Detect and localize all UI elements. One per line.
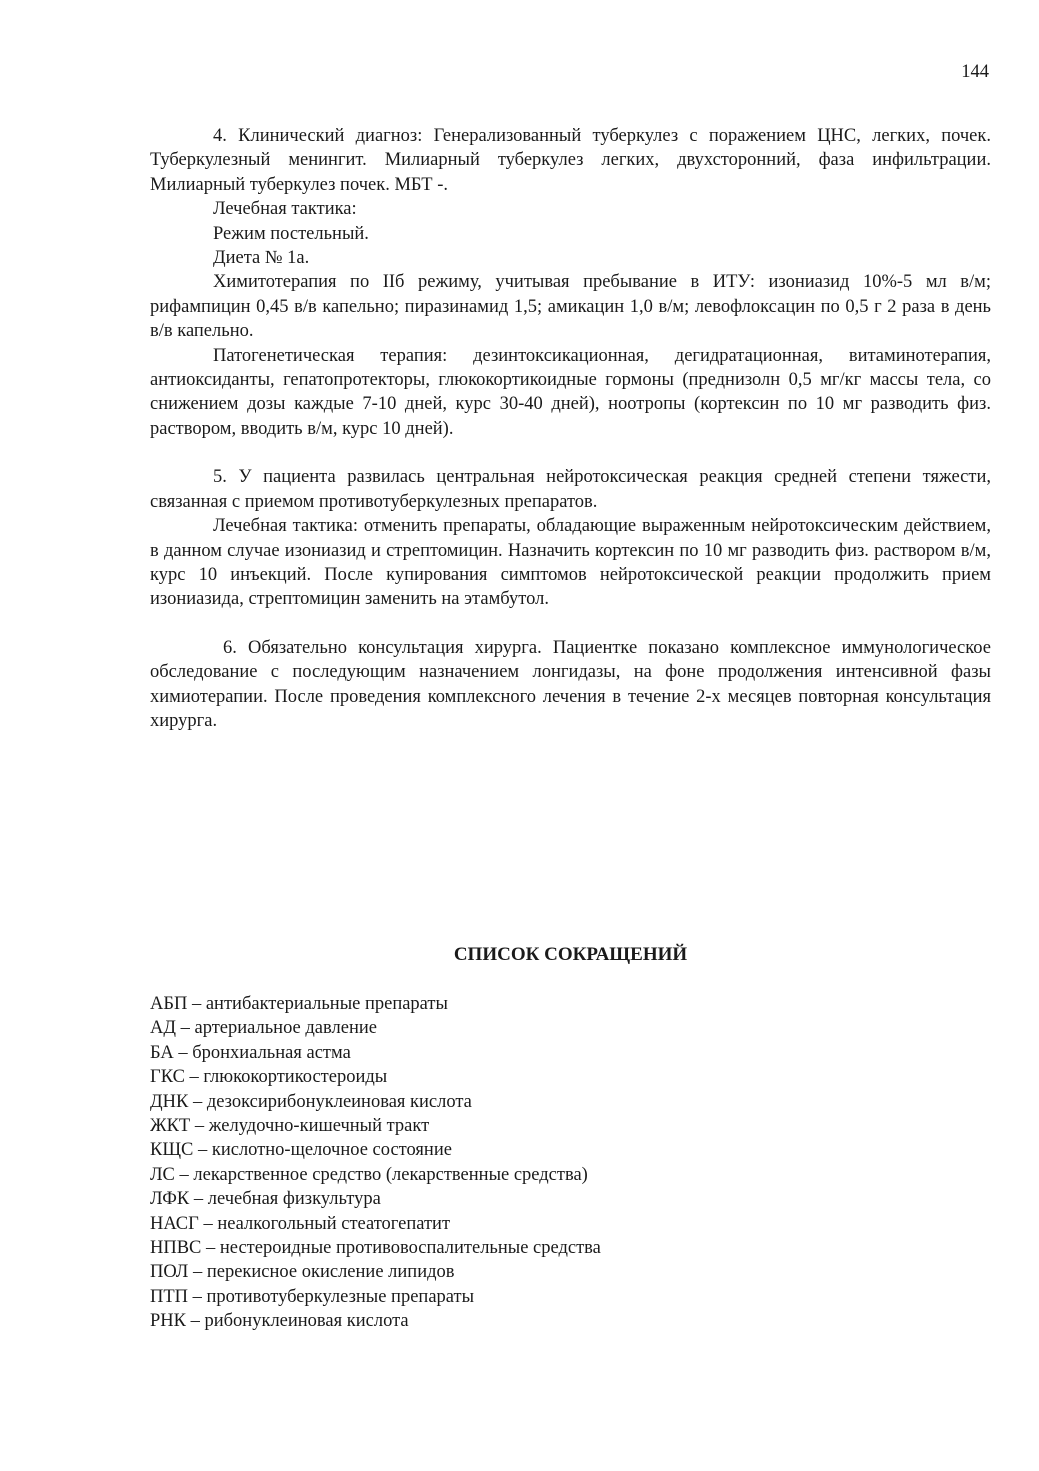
abbreviation-item: АД – артериальное давление [150, 1018, 377, 1039]
chemotherapy-paragraph: Химитотерапия по IIб режиму, учитывая пребывание в ИТУ: изониазид 10%-5 мл в/м; рифампицин 0,45 в/в капельно; пиразинамид 1,5; амикацин 1,0 в/м; левофлоксацин по 0,5 г 2 раза в день в/в капельно. [150, 272, 991, 342]
regimen-line: Режим постельный. [213, 223, 369, 244]
abbreviations-list [150, 992, 991, 1334]
abbreviation-item: ЛС – лекарственное средство (лекарственные средства) [150, 1164, 588, 1185]
diagnosis-paragraph: 4. Клинический диагноз: Генерализованный туберкулез с поражением ЦНС, легких, почек. Туберкулезный менингит. Милиарный туберкулез легких, двухсторонний, фаза инфильтрации. Милиарный туберкулез почек. МБТ -. [150, 126, 991, 195]
abbreviation-item: ЖКТ – желудочно-кишечный тракт [150, 1116, 430, 1137]
abbreviation-item: ПОЛ – перекисное окисление липидов [150, 1262, 455, 1283]
abbreviation-item: НАСГ – неалкогольный стеатогепатит [150, 1213, 451, 1234]
abbreviation-item: ЛФК – лечебная физкультура [150, 1189, 381, 1210]
neurotoxic-tactics-paragraph: Лечебная тактика: отменить препараты, обладающие выраженным нейротоксическим действием, в данном случае изониазид и стрептомицин. Назначить кортексин по 10 мг разводить физ. раствором в/м, курс 10 инъекций. После купирования симптомов нейротоксической реакции продолжить прием изониазида, стрептомицин заменить на этамбутол. [150, 516, 991, 610]
abbreviation-item: ПТП – противотуберкулезные препараты [150, 1286, 475, 1307]
abbreviation-item: НПВС – нестероидные противовоспалительные средства [150, 1238, 601, 1259]
pathogenetic-therapy-paragraph: Патогенетическая терапия: дезинтоксикационная, дегидратационная, витаминотерапия, антиоксиданты, гепатопротекторы, глюкокортикоидные гормоны (преднизолн 0,5 мг/кг массы тела, со снижением дозы каждые 7-10 дней, курс 30-40 дней), ноотропы (кортексин по 10 мг разводить физ. раствором, вводить в/м, курс 10 дней). [150, 345, 991, 439]
neurotoxic-reaction-paragraph: 5. У пациента развилась центральная нейротоксическая реакция средней степени тяжести, связанная с приемом противотуберкулезных препаратов. [150, 467, 991, 512]
abbreviation-item: ДНК – дезоксирибонуклеиновая кислота [150, 1091, 472, 1112]
abbreviation-item: БА – бронхиальная астма [150, 1042, 351, 1063]
abbreviation-item: РНК – рибонуклеиновая кислота [150, 1311, 409, 1332]
abbreviation-item: ГКС – глюкокортикостероиды [150, 1067, 388, 1088]
page-number: 144 [961, 62, 989, 82]
abbreviation-item: АБП – антибактериальные препараты [150, 994, 448, 1014]
surgeon-consultation-paragraph: 6. Обязательно консультация хирурга. Пациентке показано комплексное иммунологическое обследование с последующим назначением лонгидазы, на фоне продолжения интенсивной фазы химиотерапии. После проведения комплексного лечения в течение 2-х месяцев повторная консультация хирурга. [150, 637, 991, 731]
abbreviation-item: КЩС – кислотно-щелочное состояние [150, 1140, 452, 1161]
abbreviations-heading: СПИСОК СОКРАЩЕНИЙ [453, 944, 688, 965]
treatment-tactics-label: Лечебная тактика: [213, 199, 357, 220]
main-content [150, 124, 991, 733]
diet-line: Диета № 1а. [213, 248, 310, 269]
